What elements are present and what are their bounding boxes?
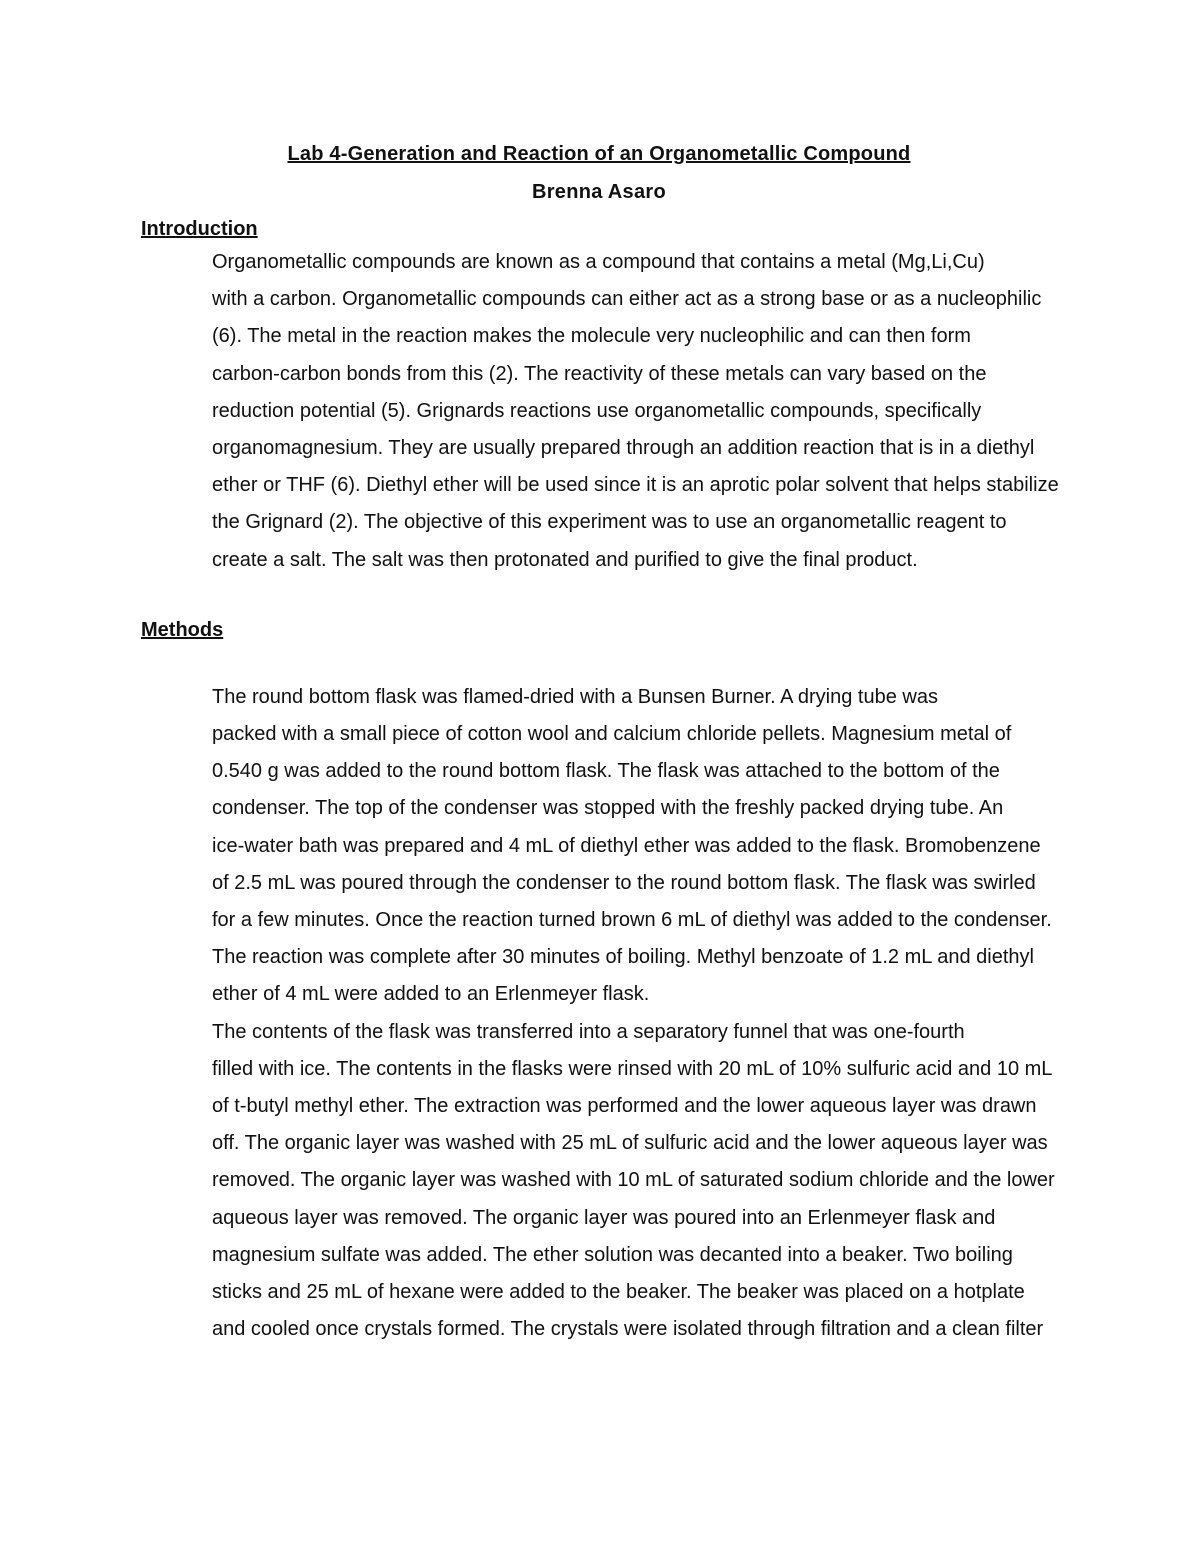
methods-heading: Methods (141, 618, 224, 641)
text-line: organomagnesium. They are usually prepared through an addition reaction that is in a diethyl (212, 437, 1035, 460)
text-line: carbon-carbon bonds from this (2). The reactivity of these metals can vary based on the (212, 362, 987, 385)
text-line: with a carbon. Organometallic compounds can either act as a strong base or as a nucleophilic (212, 288, 1042, 311)
text-line: magnesium sulfate was added. The ether solution was decanted into a beaker. Two boiling (212, 1243, 1013, 1266)
text-line: off. The organic layer was washed with 25 mL of sulfuric acid and the lower aqueous layer was (212, 1132, 1048, 1155)
text-line: for a few minutes. Once the reaction turned brown 6 mL of diethyl was added to the condenser. (212, 909, 1052, 932)
text-line: Organometallic compounds are known as a compound that contains a metal (Mg,Li,Cu) (212, 251, 985, 273)
text-line: of 2.5 mL was poured through the condenser to the round bottom flask. The flask was swirled (212, 871, 1036, 894)
text-line: 0.540 g was added to the round bottom flask. The flask was attached to the bottom of the (212, 760, 1000, 783)
text-line: aqueous layer was removed. The organic layer was poured into an Erlenmeyer flask and (212, 1206, 996, 1229)
text-line: filled with ice. The contents in the flasks were rinsed with 20 mL of 10% sulfuric acid and 10 mL (212, 1057, 1053, 1080)
text-line: of t-butyl methyl ether. The extraction was performed and the lower aqueous layer was drawn (212, 1095, 1037, 1118)
text-line: and cooled once crystals formed. The crystals were isolated through filtration and a clean filter (212, 1318, 1044, 1341)
text-line: reduction potential (5). Grignards reactions use organometallic compounds, specifically (212, 399, 982, 422)
text-line: condenser. The top of the condenser was stopped with the freshly packed drying tube. An (212, 797, 1004, 820)
text-line: ether or THF (6). Diethyl ether will be used since it is an aprotic polar solvent that helps stabilize (212, 474, 1059, 497)
text-line: packed with a small piece of cotton wool and calcium chloride pellets. Magnesium metal of (212, 723, 1012, 746)
text-line: The contents of the flask was transferred into a separatory funnel that was one-fourth (212, 1020, 965, 1043)
text-line: ether of 4 mL were added to an Erlenmeyer flask. (212, 983, 650, 1006)
document-title: Lab 4-Generation and Reaction of an Organometallic Compound (287, 143, 911, 165)
introduction-heading: Introduction (141, 218, 258, 240)
text-line: create a salt. The salt was then protonated and purified to give the final product. (212, 548, 918, 571)
methods-paragraph-2 (141, 1014, 1057, 1349)
text-line: ice-water bath was prepared and 4 mL of diethyl ether was added to the flask. Bromobenzene (212, 834, 1041, 857)
text-line: (6). The metal in the reaction makes the molecule very nucleophilic and can then form (212, 325, 971, 348)
introduction-paragraph (141, 244, 1057, 579)
text-line: The reaction was complete after 30 minutes of boiling. Methyl benzoate of 1.2 mL and diethyl (212, 946, 1034, 969)
document-body (141, 140, 1057, 1348)
text-line: the Grignard (2). The objective of this experiment was to use an organometallic reagent to (212, 511, 1007, 534)
text-line: The round bottom flask was flamed-dried with a Bunsen Burner. A drying tube was (212, 685, 938, 708)
document-author: Brenna Asaro (531, 181, 666, 203)
text-line: removed. The organic layer was washed with 10 mL of saturated sodium chloride and the lower (212, 1169, 1055, 1192)
methods-paragraph-1 (141, 679, 1057, 1014)
text-line: sticks and 25 mL of hexane were added to the beaker. The beaker was placed on a hotplate (212, 1281, 1025, 1304)
